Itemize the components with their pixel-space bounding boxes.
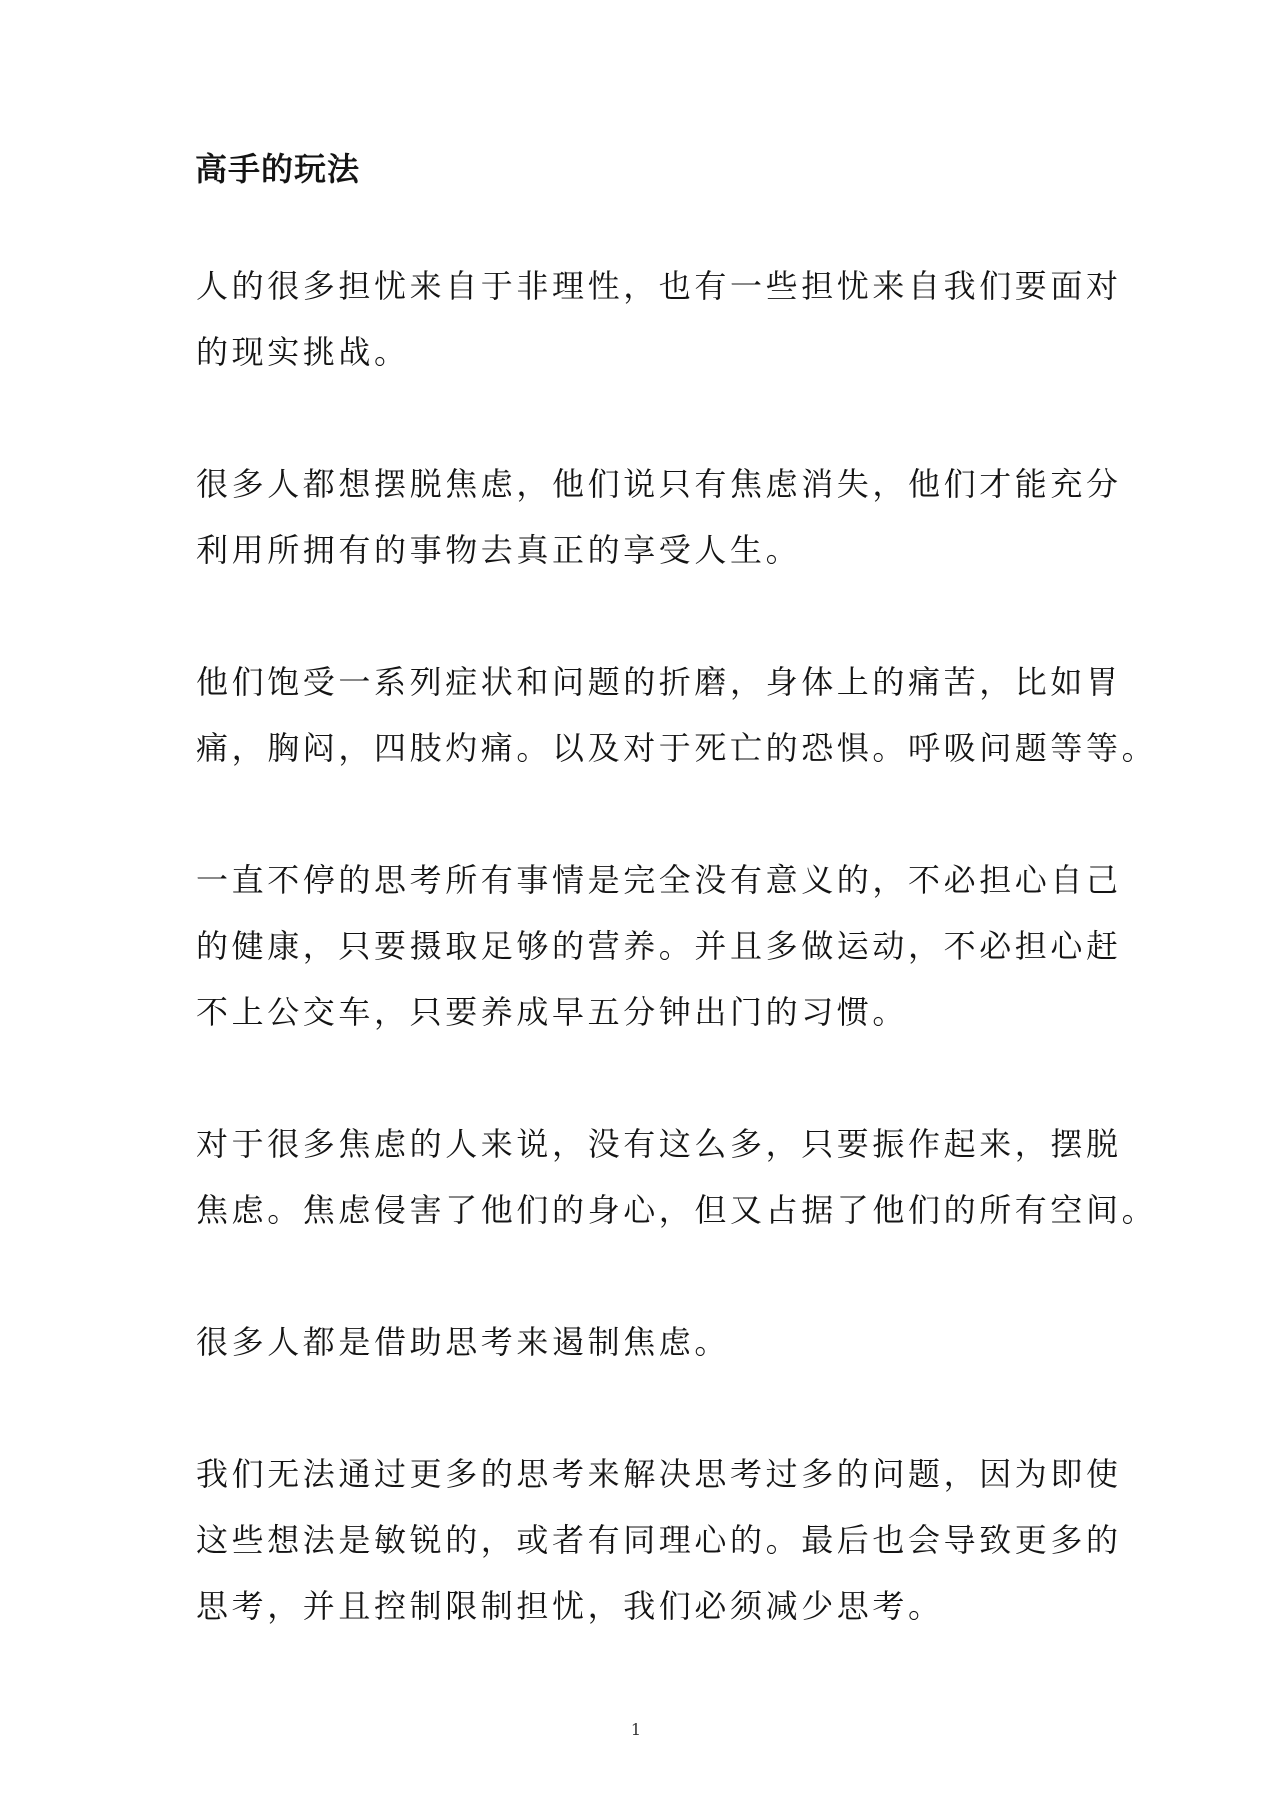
text-line: 痛，胸闷，四肢灼痛。以及对于死亡的恐惧。呼吸问题等等。 (196, 729, 1158, 767)
text-line: 对于很多焦虑的人来说，没有这么多，只要振作起来，摆脱 (196, 1125, 1122, 1163)
paragraph-5 (196, 1111, 1158, 1243)
text-line: 一直不停的思考所有事情是完全没有意义的，不必担心自己 (196, 861, 1122, 899)
paragraph-6 (196, 1309, 1096, 1375)
paragraph-1 (196, 253, 1122, 385)
document-title: 高手的玩法 (195, 150, 361, 188)
text-line: 人的很多担忧来自于非理性，也有一些担忧来自我们要面对 (196, 267, 1122, 305)
text-line: 利用所拥有的事物去真正的享受人生。 (196, 531, 802, 569)
paragraph-4 (196, 847, 1122, 1045)
page-number: 1 (630, 1720, 642, 1739)
document-body (196, 253, 1158, 1639)
text-line: 焦虑。焦虑侵害了他们的身心，但又占据了他们的所有空间。 (196, 1191, 1158, 1229)
text-line: 我们无法通过更多的思考来解决思考过多的问题，因为即使 (196, 1455, 1122, 1493)
paragraph-7 (196, 1441, 1122, 1639)
paragraph-3 (196, 649, 1158, 781)
text-line: 很多人都想摆脱焦虑，他们说只有焦虑消失，他们才能充分 (196, 465, 1122, 503)
text-line: 他们饱受一系列症状和问题的折磨，身体上的痛苦，比如胃 (196, 663, 1122, 701)
text-line: 思考，并且控制限制担忧，我们必须减少思考。 (196, 1587, 944, 1625)
text-line: 不上公交车，只要养成早五分钟出门的习惯。 (196, 993, 909, 1031)
text-line: 这些想法是敏锐的，或者有同理心的。最后也会导致更多的 (196, 1521, 1122, 1559)
paragraph-2 (196, 451, 1122, 583)
text-line: 很多人都是借助思考来遏制焦虑。 (196, 1323, 731, 1361)
text-line: 的健康，只要摄取足够的营养。并且多做运动，不必担心赶 (196, 927, 1122, 965)
text-line: 的现实挑战。 (196, 333, 410, 371)
